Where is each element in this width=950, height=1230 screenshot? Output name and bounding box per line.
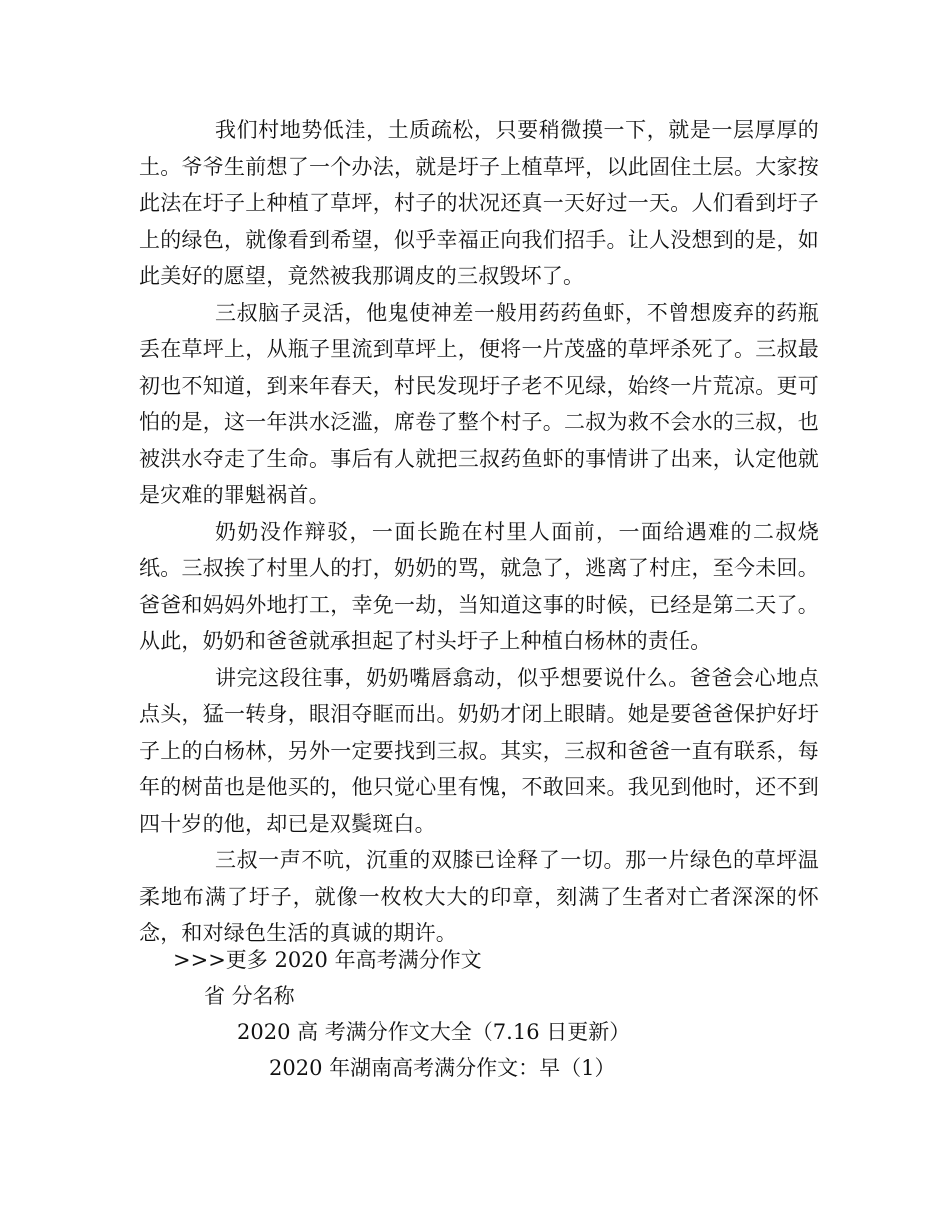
related-link-hunan-essay[interactable]: 2020 年湖南高考满分作文：早（1） xyxy=(269,1056,616,1080)
category-label: 省 分名称 xyxy=(204,984,295,1008)
paragraph-2: 三叔脑子灵活，他鬼使神差一般用药药鱼虾，不曾想废弃的药瓶丢在草坪上，从瓶子里流到草坪上，便将一片茂盛的草坪杀死了。三叔最初也不知道，到来年春天，村民发现圩子老不见绿，始终一片荒凉。更可怕的是，这一年洪水泛滥，席卷了整个村子。二叔为救不会水的三叔，也被洪水夺走了生命。事后有人就把三叔药鱼虾的事情讲了出来，认定他就是灾难的罪魁祸首。 xyxy=(139,300,819,507)
paragraph-3: 奶奶没作辩驳，一面长跪在村里人面前，一面给遇难的二叔烧纸。三叔挨了村里人的打，奶奶的骂，就急了，逃离了村庄，至今未回。爸爸和妈妈外地打工，幸免一劫，当知道这事的时候，已经是第二天了。从此，奶奶和爸爸就承担起了村头圩子上种植白杨林的责任。 xyxy=(139,519,819,653)
paragraph-5: 三叔一声不吭，沉重的双膝已诠释了一切。那一片绿色的草坪温柔地布满了圩子，就像一枚枚大大的印章，刻满了生者对亡者深深的怀念，和对绿色生活的真诚的期许。 xyxy=(139,848,819,945)
more-essays-heading[interactable]: >>>更多 2020 年高考满分作文 xyxy=(173,948,482,972)
essay-body xyxy=(139,112,819,952)
related-link-essay-collection[interactable]: 2020 高 考满分作文大全（7.16 日更新） xyxy=(237,1020,631,1044)
paragraph-4: 讲完这段往事，奶奶嘴唇翕动，似乎想要说什么。爸爸会心地点点头，猛一转身，眼泪夺眶而出。奶奶才闭上眼睛。她是要爸爸保护好圩子上的白杨林，另外一定要找到三叔。其实，三叔和爸爸一直有联系，每年的树苗也是他买的，他只觉心里有愧，不敢回来。我见到他时，还不到四十岁的他，却已是双鬓斑白。 xyxy=(139,665,819,836)
paragraph-1: 我们村地势低洼，土质疏松，只要稍微摸一下，就是一层厚厚的土。爷爷生前想了一个办法，就是圩子上植草坪，以此固住土层。大家按此法在圩子上种植了草坪，村子的状况还真一天好过一天。人们看到圩子上的绿色，就像看到希望，似乎幸福正向我们招手。让人没想到的是，如此美好的愿望，竟然被我那调皮的三叔毁坏了。 xyxy=(139,118,819,288)
